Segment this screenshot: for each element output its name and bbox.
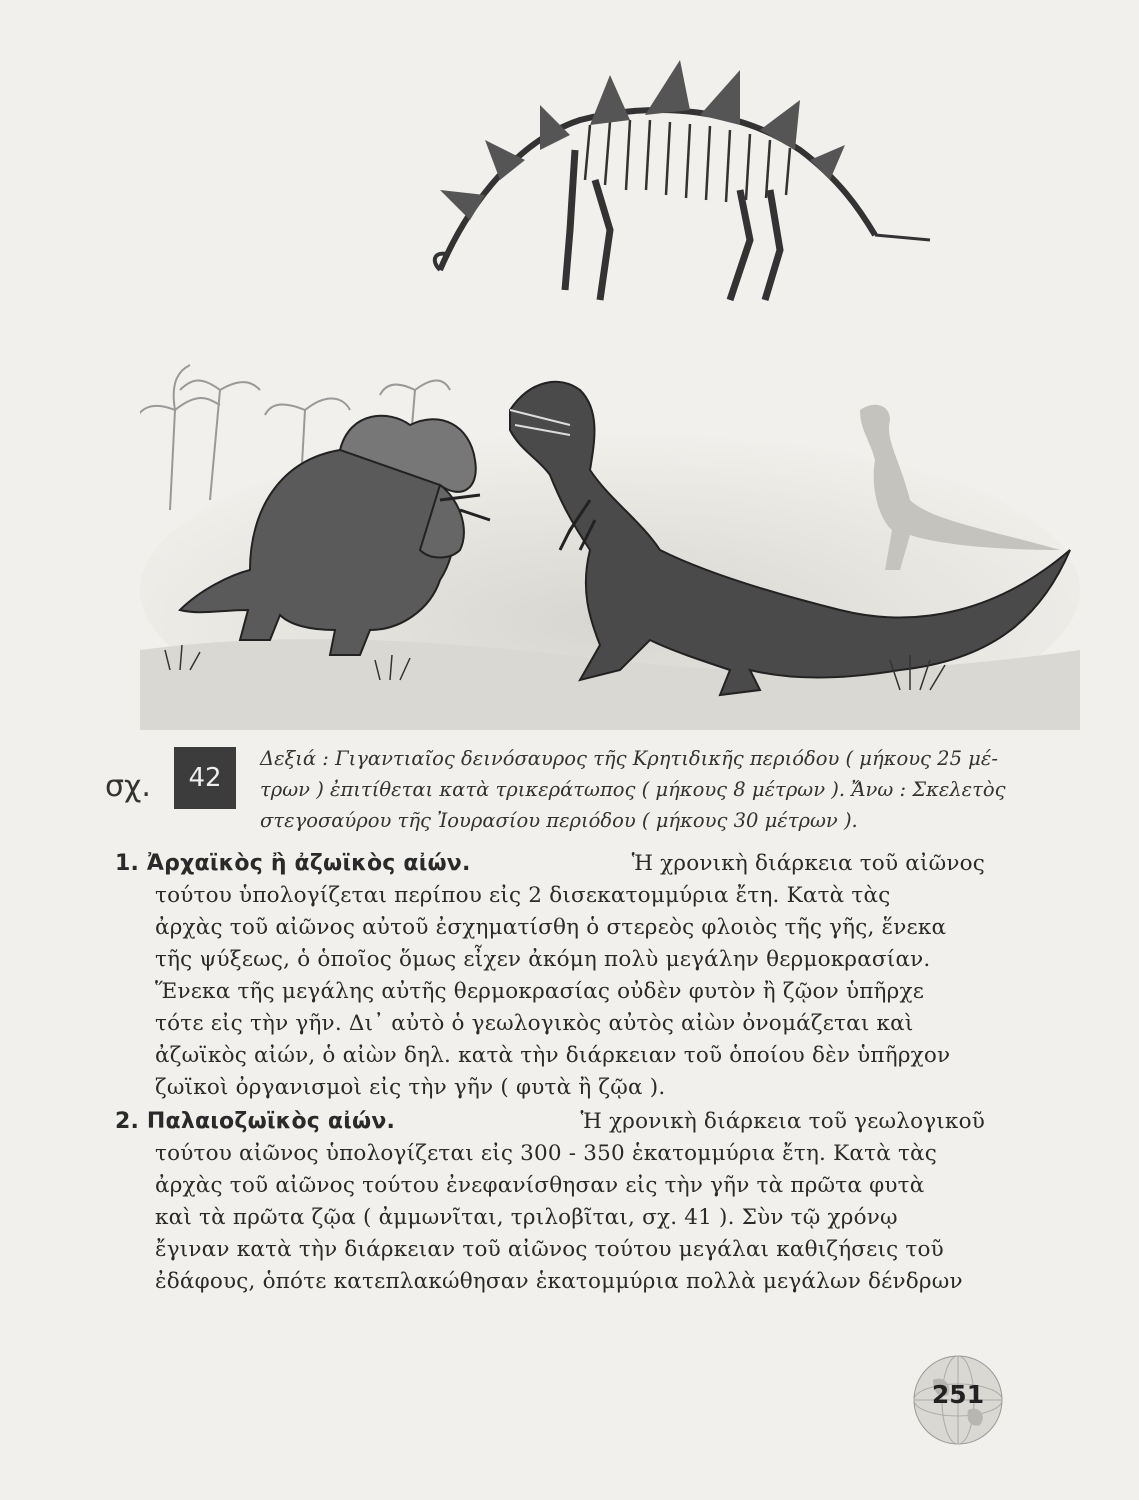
section-first-text: Ἡ χρονικὴ διάρκεια τοῦ γεωλογικοῦ [580, 1109, 985, 1134]
section-first-line [115, 848, 985, 880]
section-first-text: Ἡ χρονικὴ διάρκεια τοῦ αἰῶνος [631, 851, 985, 876]
section-heading: 2. Παλαιοζωϊκὸς αἰών. [115, 1109, 396, 1134]
text-line: τῆς ψύξεως, ὁ ὁποῖος ὅμως εἶχεν ἀκόμη πολὺ μεγάλην θερμοκρασίαν. [155, 947, 931, 972]
text-line: ἀρχὰς τοῦ αἰῶνος αὐτοῦ ἐσχηματίσθη ὁ στερεὸς φλοιὸς τῆς γῆς, ἕνεκα [155, 915, 947, 940]
text-line: Ἕνεκα τῆς μεγάλης αὐτῆς θερμοκρασίας οὐδὲν φυτὸν ἢ ζῷον ὑπῆρχε [155, 979, 925, 1004]
section-palaeozoic [115, 1106, 985, 1298]
text-line: τούτου αἰῶνος ὑπολογίζεται εἰς 300 - 350 ἑκατομμύρια ἔτη. Κατὰ τὰς [155, 1141, 938, 1166]
figure-prefix: σχ. [105, 769, 151, 804]
caption-line: Δεξιά : Γιγαντιαῖος δεινόσαυρος τῆς Κρητιδικῆς περιόδου ( μήκους 25 μέ- [260, 747, 998, 770]
text-line: ἔγιναν κατὰ τὴν διάρκειαν τοῦ αἰῶνος τούτου μεγάλαι καθιζήσεις τοῦ [155, 1237, 944, 1262]
text-line: τούτου ὑπολογίζεται περίπου εἰς 2 δισεκατομμύρια ἔτη. Κατὰ τὰς [155, 883, 891, 908]
text-line: ἐδάφους, ὁπότε κατεπλακώθησαν ἑκατομμύρια πολλὰ μεγάλων δένδρων [155, 1269, 963, 1294]
caption-line: τρων ) ἐπιτίθεται κατὰ τρικεράτωπος ( μήκους 8 μέτρων ). Ἄνω : Σκελετὸς [260, 778, 1006, 801]
figure-caption [105, 745, 1035, 835]
figure-number-badge: 42 [174, 747, 236, 809]
dinosaur-illustration [140, 30, 1080, 730]
text-line: ἀρχὰς τοῦ αἰῶνος τούτου ἐνεφανίσθησαν εἰς τὴν γῆν τὰ πρῶτα φυτὰ [155, 1173, 925, 1198]
text-line: ζωϊκοὶ ὀργανισμοὶ εἰς τὴν γῆν ( φυτὰ ἢ ζῷα ). [155, 1075, 666, 1100]
page-number-globe [908, 1350, 1008, 1450]
text-line: τότε εἰς τὴν γῆν. Δι᾽ αὐτὸ ὁ γεωλογικὸς αὐτὸς αἰὼν ὀνομάζεται καὶ [155, 1011, 914, 1036]
caption-line: στεγοσαύρου τῆς Ἰουρασίου περιόδου ( μήκους 30 μέτρων ). [260, 809, 858, 832]
stegosaurus-skeleton [435, 110, 930, 300]
stegosaurus-plates [440, 60, 845, 220]
body-text [115, 848, 985, 1300]
text-line: καὶ τὰ πρῶτα ζῷα ( ἀμμωνῖται, τριλοβῖται, σχ. 41 ). Σὺν τῷ χρόνῳ [155, 1205, 898, 1230]
page-number: 251 [931, 1380, 985, 1409]
section-heading: 1. Ἀρχαϊκὸς ἢ ἀζωϊκὸς αἰών. [115, 851, 471, 876]
text-line: ἀζωϊκὸς αἰών, ὁ αἰὼν δηλ. κατὰ τὴν διάρκειαν τοῦ ὁποίου δὲν ὑπῆρχον [155, 1043, 951, 1068]
figure-caption-text [260, 743, 1030, 836]
section-first-line [115, 1106, 985, 1138]
section-archaic [115, 848, 985, 1104]
